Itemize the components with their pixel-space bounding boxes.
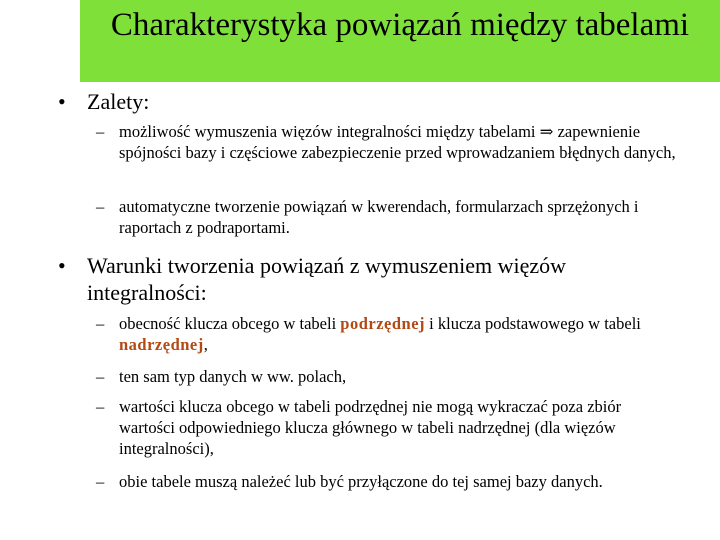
text-segment: , <box>203 335 208 354</box>
list-item-text: możliwość wymuszenia więzów integralności między tabelami ⇒ zapewnienie spójności bazy i częściowe zabezpieczenie przed wprowadzaniem błędnych danych, <box>119 122 676 162</box>
section-heading: Zalety: <box>87 89 150 114</box>
dash-icon: – <box>96 314 105 333</box>
dash-icon: – <box>96 122 105 141</box>
bullet-icon: • <box>58 253 66 278</box>
highlight-podrzednej: podrzędnej <box>340 314 426 333</box>
slide-title: Charakterystyka powiązań między tabelami <box>110 7 690 43</box>
dash-icon: – <box>96 367 105 386</box>
section-heading: Warunki tworzenia powiązań z wymuszeniem więzów integralności: <box>87 253 566 305</box>
list-item-text: ten sam typ danych w ww. polach, <box>119 367 347 386</box>
dash-icon: – <box>96 197 105 216</box>
list-item-text: automatyczne tworzenie powiązań w kwerendach, formularzach sprzężonych i raportach z podraportami. <box>119 197 639 237</box>
list-item-text: obie tabele muszą należeć lub być przyłączone do tej samej bazy danych. <box>119 472 603 491</box>
text-segment: i klucza podstawowego w tabeli <box>425 314 641 333</box>
bullet-icon: • <box>58 89 66 114</box>
text-segment: obecność klucza obcego w tabeli <box>119 314 341 333</box>
highlight-nadrzednej: nadrzędnej <box>119 335 204 354</box>
dash-icon: – <box>96 472 105 491</box>
dash-icon: – <box>96 397 105 416</box>
list-item-text <box>119 313 679 355</box>
list-item-text: wartości klucza obcego w tabeli podrzędnej nie mogą wykraczać poza zbiór wartości odpowiedniego klucza głównego w tabeli nadrzędnej (dla więzów integralności), <box>119 397 622 458</box>
